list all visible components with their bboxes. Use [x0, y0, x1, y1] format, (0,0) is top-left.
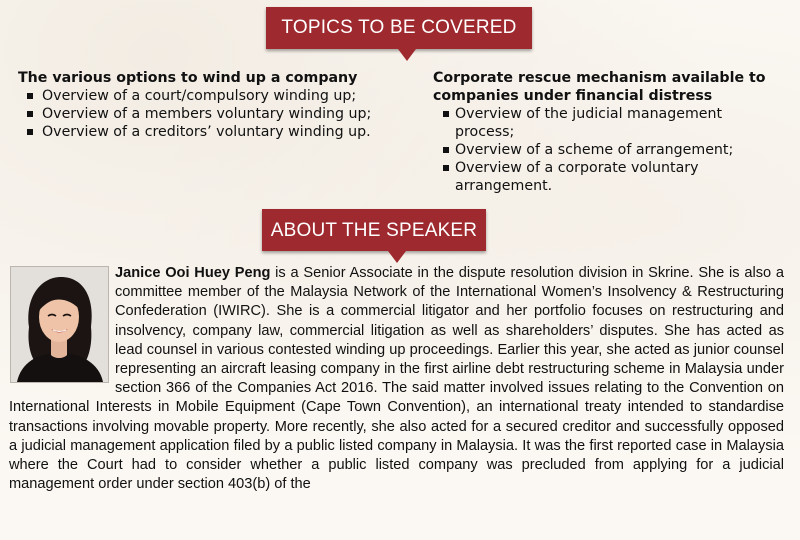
list-item [18, 87, 418, 105]
list-item-text: Overview of a members voluntary winding up; [42, 106, 372, 122]
winding-up-list [18, 87, 418, 141]
list-item-text: Overview of a creditors’ voluntary winding up. [42, 124, 371, 140]
corporate-rescue-title-line1: Corporate rescue mechanism available to [433, 70, 766, 86]
winding-up-title: The various options to wind up a company [18, 70, 358, 86]
photo-spacer [9, 264, 115, 383]
bullet-square-icon [27, 129, 33, 135]
list-item-text: Overview of the judicial management process; [455, 106, 723, 140]
list-item [433, 141, 783, 159]
corporate-rescue-title-line2: companies under financial distress [433, 88, 713, 104]
list-item [18, 123, 418, 141]
bullet-square-icon [443, 111, 449, 117]
bullet-square-icon [27, 111, 33, 117]
bullet-square-icon [27, 93, 33, 99]
speaker-banner-title: ABOUT THE SPEAKER [270, 220, 478, 241]
list-item-text: Overview of a scheme of arrangement; [455, 142, 734, 158]
winding-up-section [18, 69, 418, 141]
speaker-bio-text: is a Senior Associate in the dispute resolution division in Skrine. She is also a committee member of the Malaysia Network of the International Women’s Insolvency & Restructuring Confederation (IWIRC). She is a commercial litigator and her portfolio focuses on restructuring and insolvency, company law, commercial litigation as well as shareholders’ disputes. She has acted as lead counsel in various contested winding up proceedings. Earlier this year, she acted as junior counsel representing an aircraft leasing company in the first airline debt restructuring scheme in Malaysia under section 366 of the Companies Act 2016. The said matter involved issues relating to the Convention on International Interests in Mobile Equipment (Cape Town Convention), an international treaty intended to standardise transactions involving movable property. More recently, she also acted for a secured creditor and successfully opposed a judicial management application filed by a public listed company in Malaysia. It was the first reported case in Malaysia where the Court had to consider whether a public listed company was precluded from applying for a judicial management order under section 403(b) of the [9, 265, 784, 493]
topics-banner [266, 7, 532, 49]
corporate-rescue-title [433, 69, 783, 105]
list-item-text: Overview of a court/compulsory winding up; [42, 88, 357, 104]
speaker-banner [262, 209, 486, 251]
corporate-rescue-section [433, 69, 783, 195]
bullet-square-icon [443, 165, 449, 171]
corporate-rescue-list [433, 105, 783, 195]
list-item [433, 105, 783, 141]
list-item-text: Overview of a corporate voluntary arrangement. [455, 160, 699, 194]
list-item [18, 105, 418, 123]
list-item [433, 159, 783, 195]
topics-banner-title: TOPICS TO BE COVERED [281, 17, 517, 38]
speaker-bio [9, 264, 784, 494]
speaker-name: Janice Ooi Huey Peng [115, 265, 271, 281]
bullet-square-icon [443, 147, 449, 153]
